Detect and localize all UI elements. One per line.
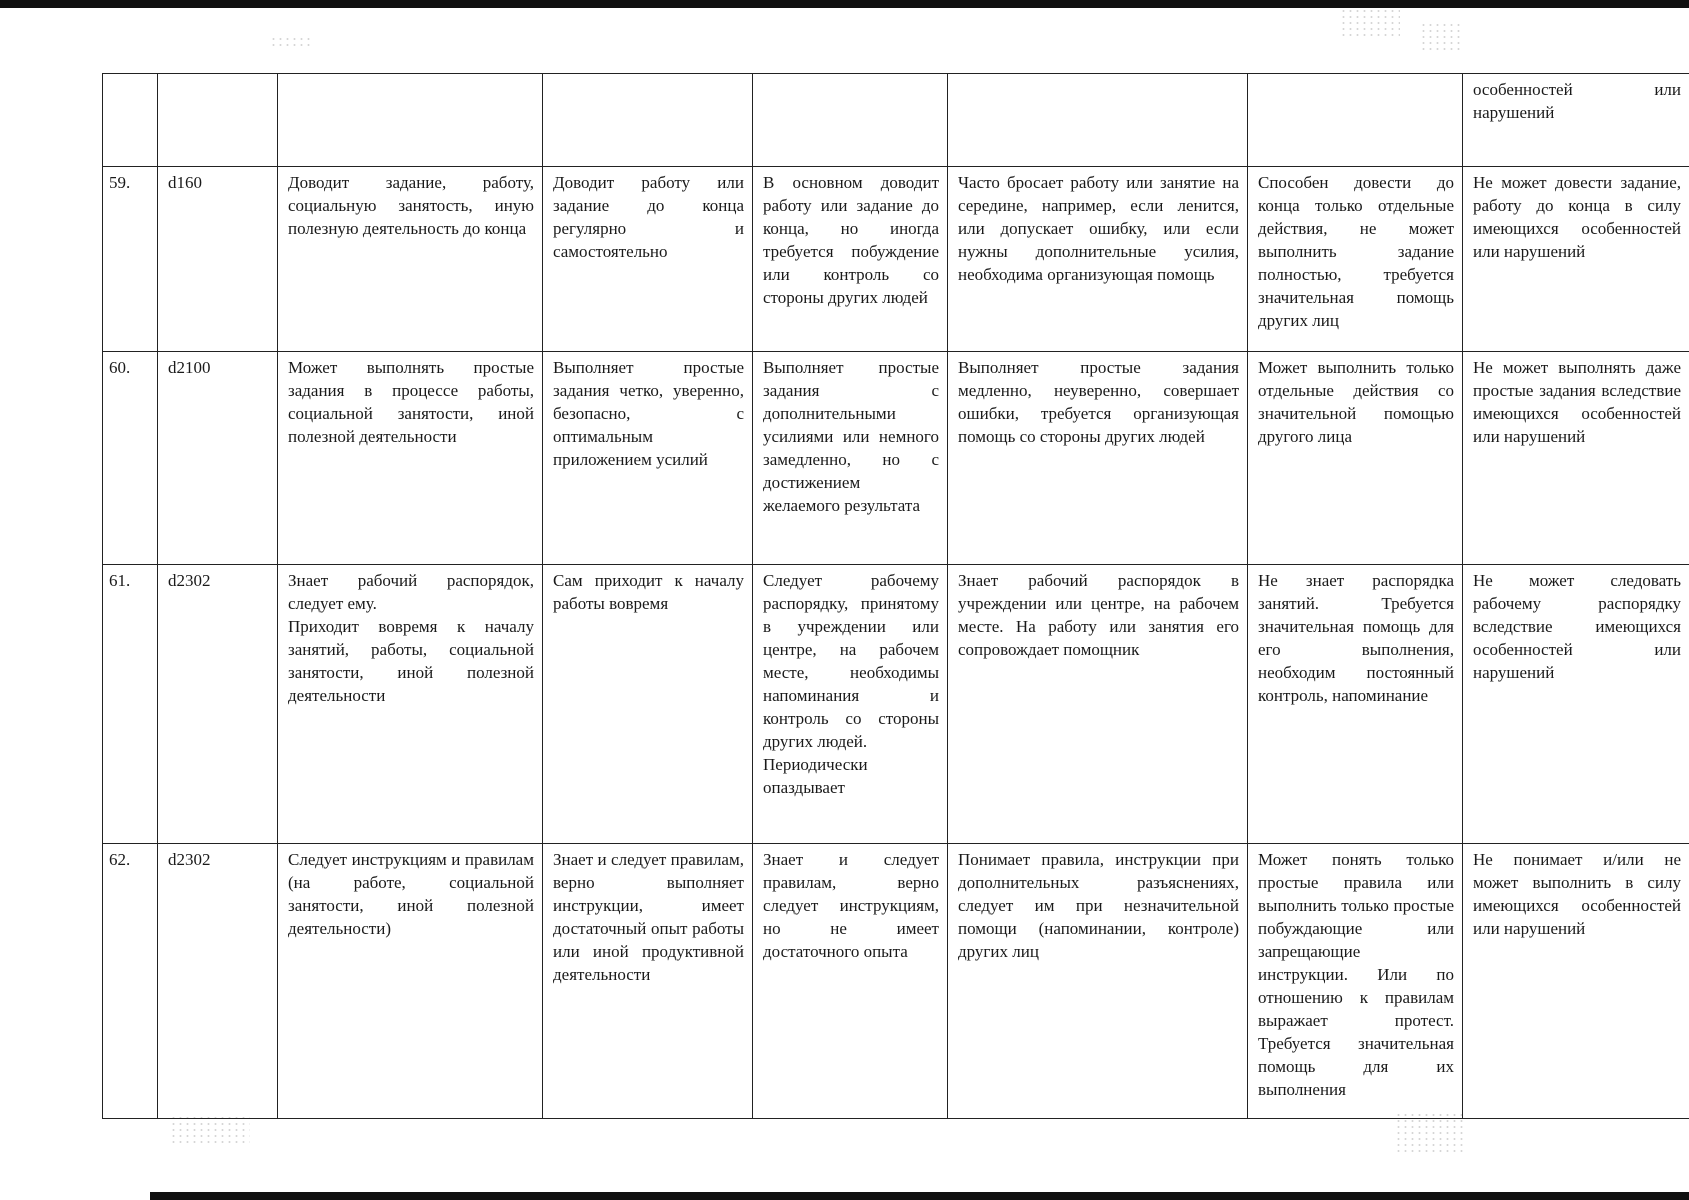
- cell-level-3: Может понять только простые правила или выполнить только простые побуждающие или запрещающие инструкции. Или по отношению к правилам выражает протест. Требуется значительная помощь для их выполнения: [1248, 844, 1463, 1119]
- table-row-continued: [103, 74, 1689, 167]
- cell-level-1: [753, 74, 948, 167]
- cell-code: d2302: [158, 565, 278, 844]
- table-row: [103, 844, 1689, 1119]
- cell-activity: Доводит задание, работу, социальную занятость, иную полезную деятельность до конца: [278, 167, 543, 352]
- cell-level-2: Часто бросает работу или занятие на середине, например, если ленится, или допускает ошибку, или если нужны дополнительные усилия, необходима организующая помощь: [948, 167, 1248, 352]
- cell-level-3: Не знает распорядка занятий. Требуется значительная помощь для его выполнения, необходим постоянный контроль, напоминание: [1248, 565, 1463, 844]
- cell-activity: Может выполнять простые задания в процессе работы, социальной занятости, иной полезной деятельности: [278, 352, 543, 565]
- scan-top-edge: [0, 0, 1689, 8]
- cell-level-2: [948, 74, 1248, 167]
- cell-level-3: Может выполнить только отдельные действия со значительной помощью другого лица: [1248, 352, 1463, 565]
- cell-level-4: Не может довести задание, работу до конца в силу имеющихся особенностей или нарушений: [1463, 167, 1689, 352]
- cell-code: d2302: [158, 844, 278, 1119]
- table-row: [103, 167, 1689, 352]
- cell-level-2: Понимает правила, инструкции при дополнительных разъяснениях, следует им при незначительной помощи (напоминании, контроле) других лиц: [948, 844, 1248, 1119]
- assessment-table: [102, 73, 1689, 1119]
- cell-activity: Следует инструкциям и правилам (на работе, социальной занятости, иной полезной деятельности): [278, 844, 543, 1119]
- cell-number: [103, 74, 158, 167]
- cell-number: 61.: [103, 565, 158, 844]
- scan-noise: [270, 36, 310, 50]
- scan-noise: [1420, 22, 1460, 52]
- cell-code: d2100: [158, 352, 278, 565]
- cell-level-0: [543, 74, 753, 167]
- cell-level-1: Следует рабочему распорядку, принятому в учреждении или центре, на рабочем месте, необходимы напоминания и контроль со стороны других людей. Периодически опаздывает: [753, 565, 948, 844]
- cell-level-0: Выполняет простые задания четко, уверенно, безопасно, с оптимальным приложением усилий: [543, 352, 753, 565]
- cell-number: 62.: [103, 844, 158, 1119]
- cell-level-4: Не понимает и/или не может выполнить в силу имеющихся особенностей или нарушений: [1463, 844, 1689, 1119]
- cell-activity: Знает рабочий распорядок, следует ему. Приходит вовремя к началу занятий, работы, социальной занятости, иной полезной деятельности: [278, 565, 543, 844]
- table-row: [103, 352, 1689, 565]
- cell-level-4: Не может выполнять даже простые задания вследствие имеющихся особенностей или нарушений: [1463, 352, 1689, 565]
- cell-level-0: Знает и следует правилам, верно выполняет инструкции, имеет достаточный опыт работы или иной продуктивной деятельности: [543, 844, 753, 1119]
- cell-level-1: Знает и следует правилам, верно следует инструкциям, но не имеет достаточного опыта: [753, 844, 948, 1119]
- cell-level-4: особенностей или нарушений: [1463, 74, 1689, 167]
- scan-bottom-edge: [150, 1192, 1689, 1200]
- cell-level-1: Выполняет простые задания с дополнительными усилиями или немного замедленно, но с достижением желаемого результата: [753, 352, 948, 565]
- cell-level-2: Выполняет простые задания медленно, неуверенно, совершает ошибки, требуется организующая помощь со стороны других людей: [948, 352, 1248, 565]
- cell-level-1: В основном доводит работу или задание до конца, но иногда требуется побуждение или контроль со стороны других людей: [753, 167, 948, 352]
- cell-number: 59.: [103, 167, 158, 352]
- cell-level-4: Не может следовать рабочему распорядку вследствие имеющихся особенностей или нарушений: [1463, 565, 1689, 844]
- cell-level-0: Доводит работу или задание до конца регулярно и самостоятельно: [543, 167, 753, 352]
- scan-noise: [170, 1115, 250, 1145]
- cell-activity: [278, 74, 543, 167]
- cell-number: 60.: [103, 352, 158, 565]
- scan-noise: [1340, 8, 1400, 38]
- cell-level-2: Знает рабочий распорядок в учреждении или центре, на рабочем месте. На работу или занятия его сопровождает помощник: [948, 565, 1248, 844]
- cell-level-3: [1248, 74, 1463, 167]
- cell-code: [158, 74, 278, 167]
- cell-code: d160: [158, 167, 278, 352]
- cell-level-3: Способен довести до конца только отдельные действия, не может выполнить задание полностью, требуется значительная помощь других лиц: [1248, 167, 1463, 352]
- cell-level-0: Сам приходит к началу работы вовремя: [543, 565, 753, 844]
- table-row: [103, 565, 1689, 844]
